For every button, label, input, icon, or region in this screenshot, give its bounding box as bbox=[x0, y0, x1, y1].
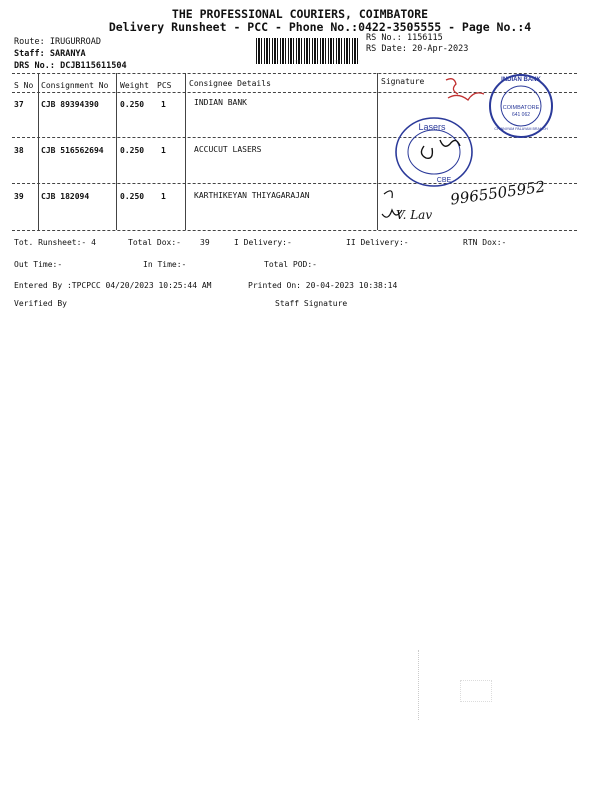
stamp-bank-pin: 641 062 bbox=[511, 112, 531, 118]
rs-date-label: RS Date: bbox=[366, 44, 407, 54]
total-pod: Total POD:- bbox=[264, 260, 317, 269]
col-header-sno: S No bbox=[14, 81, 34, 90]
total-dox-value: 39 bbox=[200, 238, 210, 247]
signature-mark bbox=[380, 180, 440, 230]
i-delivery: I Delivery:- bbox=[234, 238, 292, 247]
stamp-bank-city: COIMBATORE bbox=[502, 105, 540, 111]
table-bottom-line bbox=[12, 230, 577, 231]
table-row-pcs: 1 bbox=[161, 146, 166, 155]
stamp-lasers-city: CBE bbox=[436, 177, 452, 184]
table-row-weight: 0.250 bbox=[120, 146, 145, 155]
table-row-pcs: 1 bbox=[161, 100, 166, 109]
col-header-signature: Signature bbox=[381, 77, 425, 86]
table-row-sno: 39 bbox=[14, 192, 24, 201]
drs-line bbox=[14, 61, 127, 71]
total-dox-label: Total Dox:- bbox=[128, 238, 181, 247]
drs-value: DCJB115611504 bbox=[60, 61, 127, 71]
verified-by: Verified By bbox=[14, 299, 67, 308]
table-row-consignee: KARTHIKEYAN THIYAGARAJAN bbox=[194, 191, 310, 200]
table-row-consignment: CJB 516562694 bbox=[41, 146, 104, 155]
route-value: IRUGURROAD bbox=[49, 37, 102, 47]
rs-no-value: 1156115 bbox=[406, 33, 443, 43]
col-header-consignment: Consignment No bbox=[41, 81, 109, 90]
table-row-sno: 38 bbox=[14, 146, 24, 155]
table-row-consignee: INDIAN BANK bbox=[194, 98, 247, 107]
col-header-consignee: Consignee Details bbox=[189, 79, 271, 88]
scan-artifact bbox=[418, 650, 433, 720]
scan-artifact bbox=[460, 680, 492, 702]
col-header-weight: Weight bbox=[120, 81, 149, 90]
table-row-consignee: ACCUCUT LASERS bbox=[194, 145, 262, 154]
runsheet-subtitle: Delivery Runsheet - PCC - Phone No.:0422-3505555 - Page No.:4 bbox=[108, 20, 532, 34]
entered-by: Entered By :TPCPCC 04/20/2023 10:25:44 AM bbox=[14, 281, 212, 290]
in-time: In Time:- bbox=[143, 260, 187, 269]
total-runsheet: Tot. Runsheet:- 4 bbox=[14, 238, 96, 247]
table-row-weight: 0.250 bbox=[120, 100, 145, 109]
rs-no-line bbox=[366, 33, 443, 43]
column-divider bbox=[185, 73, 186, 230]
column-divider bbox=[38, 73, 39, 230]
staff-label: Staff: bbox=[14, 49, 45, 59]
staff-signature: Staff Signature bbox=[275, 299, 348, 308]
printed-on: Printed On: 20-04-2023 10:38:14 bbox=[248, 281, 398, 290]
rs-date-line bbox=[366, 44, 468, 54]
handwritten-name: V. Lav bbox=[396, 208, 433, 222]
rs-date-value: 20-Apr-2023 bbox=[412, 44, 469, 54]
company-title: THE PROFESSIONAL COURIERS, COIMBATORE bbox=[171, 7, 429, 21]
staff-line bbox=[14, 49, 86, 59]
stamp-bank-branch: CHINNIYAM PALAYAM BRANCH bbox=[494, 127, 548, 131]
route-label: Route: bbox=[14, 37, 45, 47]
table-row-consignment: CJB 182094 bbox=[41, 192, 90, 201]
stamp-bank-name: INDIAN BANK bbox=[501, 77, 541, 83]
table-row-pcs: 1 bbox=[161, 192, 166, 201]
barcode bbox=[256, 38, 358, 64]
table-row-sno: 37 bbox=[14, 100, 24, 109]
handwritten-phone: 9965505952 bbox=[449, 177, 547, 209]
column-divider bbox=[377, 73, 378, 230]
rs-no-label: RS No.: bbox=[366, 33, 402, 43]
drs-label: DRS No.: bbox=[14, 61, 55, 71]
table-row-consignment: CJB 89394390 bbox=[41, 100, 99, 109]
staff-value: SARANYA bbox=[49, 49, 86, 59]
ii-delivery: II Delivery:- bbox=[346, 238, 409, 247]
col-header-pcs: PCS bbox=[157, 81, 172, 90]
out-time: Out Time:- bbox=[14, 260, 63, 269]
table-row-weight: 0.250 bbox=[120, 192, 145, 201]
red-handwriting-mark bbox=[440, 74, 496, 114]
indian-bank-stamp bbox=[486, 68, 556, 144]
route-line bbox=[14, 37, 101, 47]
rtn-dox: RTN Dox:- bbox=[463, 238, 507, 247]
column-divider bbox=[116, 73, 117, 230]
stamp-lasers-text: Lasers bbox=[418, 122, 446, 132]
